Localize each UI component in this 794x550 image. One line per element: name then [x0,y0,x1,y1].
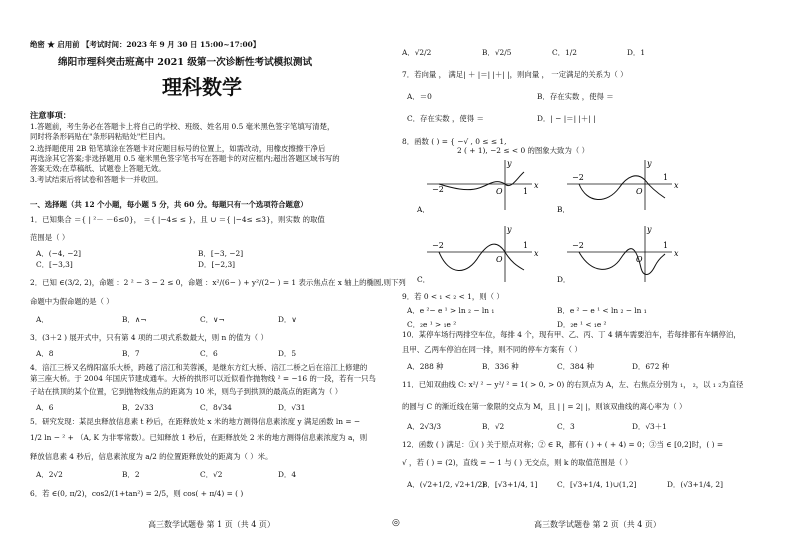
q5-option-d: D．4 [278,470,297,479]
q6-option-d: D．1 [627,48,646,57]
q5-option-c: C．√2 [200,470,223,479]
question-6: 6．若 ∈(0, π/2)，cos2/(1+tan²) = 2/5，则 cos( + π/4) = ( ) [30,489,244,498]
q10-option-c: C．384 种 [557,362,594,371]
q9-option-d: D．₂e ¹ < ₁e ² [557,320,607,329]
q4-option-c: C．8√34 [200,403,232,412]
question-1: 1．已知集合 ＝{ | ²－ －6≤0}， ＝{ |−4≤ ≤ }，且 ∪ ＝{ |−4≤ ≤3}，则实数 的取值 [30,215,325,224]
q10-option-b: B．336 种 [482,362,519,371]
question-3: 3．(3＋2 ) 展开式中，只有第 4 项的二项式系数最大，则 n 的值为（ ） [30,333,268,342]
section-heading: 一、选择题（共 12 个小题，每小题 5 分，共 60 分。每题只有一个选项符合题意） [30,200,308,209]
q12-option-b: B．[√3+1/4, 1] [482,480,538,489]
x-label: x [674,181,679,190]
q4-option-a: A．6 [36,403,54,412]
q3-option-a: A．8 [36,349,54,358]
q6-option-b: B．√2/5 [482,48,512,57]
q11-option-c: C．3 [557,422,575,431]
curve [439,172,524,190]
note-line: 同时将条形码贴在"条形码粘贴处"栏目内。 [30,132,170,141]
question-10-cont: 且甲、乙两车停泊在同一排，则不同的停车方案有（ ） [402,345,582,354]
q7-option-a: A．＝0 [407,92,432,101]
note-line: 1.答题前，考生务必在答题卡上将自己的学校、班级、姓名用 0.5 毫米黑色签字笔填写清楚， [30,122,335,131]
y-label: y [647,159,652,168]
x-label: x [534,181,539,190]
tick-label: −2 [432,241,444,250]
graph-a-label: A． [417,205,430,214]
q2-option-c: C．∨¬ [200,315,225,324]
question-9: 9．若 0 < ₁ < ₂ < 1，则（ ） [402,292,504,301]
graph-c-label: C． [417,275,431,284]
q11-option-a: A．2√3/3 [407,422,442,431]
q7-option-d: D．| − |＝| |＋| | [537,114,596,123]
tick-label: 1 [523,241,529,250]
q12-option-a: A．(√2+1/2, √2+1/2) [407,480,486,489]
q1-option-b: B．[−3, −2] [198,249,244,258]
q12-option-d: D．(√3+1/4, 2] [667,480,723,489]
question-5: 5．研究发现：某昆虫释放信息素 t 秒后，在距释放处 x 米的地方测得信息素浓度 y 满足函数 ln = − [30,417,361,426]
question-4: 4．涪江三桥又名绵阳富乐大桥，跨越了涪江和芙蓉溪，是继东方红大桥、涪江二桥之后在涪江上修建的 [30,363,368,372]
question-12: 12．函数 ( ) 满足：①( ) 关于原点对称；② ∈ R，都有 ( ) + ( + 4) = 0；③当 ∈ [0,2]时，( ) = [402,440,724,449]
graph-b-label: B． [557,205,570,214]
q5-option-a: A．2√2 [36,470,63,479]
q1-option-a: A．(−4, −2] [36,249,81,258]
q6-option-c: C．1/2 [552,48,577,57]
right-page [397,0,794,550]
page-footer: 高三数学试题卷 第 2 页（共 4 页） [534,520,661,529]
q10-option-d: D．672 种 [632,362,670,371]
q8-graphs [397,158,794,298]
curve [439,244,524,270]
q12-option-c: C．[√3+1/4, 1)∪(1,2] [557,480,637,489]
note-line: 再选涂其它答案;非选择题用 0.5 毫米黑色签字笔书写在答题卡的对应框内;超出答题区域书写的 [30,154,340,163]
y-label: y [507,159,512,168]
q9-option-a: A．e ²− e ¹ > ln ₂ − ln ₁ [407,306,495,315]
q3-option-c: C．6 [200,349,218,358]
x-label: x [534,249,539,258]
q3-option-d: D．5 [278,349,297,358]
graph-a [427,159,539,210]
q11-option-d: D．√3＋1 [632,422,667,431]
binding-mark-icon: ◎ [392,518,400,528]
q9-option-b: B．e ² − e ¹ < ln ₂ − ln ₁ [557,306,647,315]
question-8: 8．函数 ( ) = { −√ , 0 ≤ ≤ 1, [402,137,507,146]
question-2: 2．已知 ∈(3/2, 2)，命题 ：2 ² − 3 − 2 ≤ 0，命题 ：x²/(6− ) + y²/(2− ) = 1 表示焦点在 x 轴上的椭圆,则下列 [30,278,406,287]
tick-label: 1 [663,173,669,182]
q9-option-c: C．₂e ¹ > ₁e ² [407,320,457,329]
q7-option-c: C．存在实数 ，使得 ＝ [407,114,484,123]
question-11-cont: 的圆与 C 的渐近线在第一象限的交点为 M，且 | | = 2| |，则该双曲线的离心率为（ ） [402,402,687,411]
exam-title: 绵阳市理科突击班高中 2021 级第一次诊断性考试模拟测试 [58,57,313,68]
q1-option-c: C．[−3,3] [36,260,73,269]
tick-label: −2 [572,173,584,182]
tick-label: −2 [572,241,584,250]
graph-d-label: D． [557,275,571,284]
curve [579,176,665,200]
origin-label: O [636,255,643,264]
question-1-cont: 范围是（ ） [30,233,70,242]
tick-label: −2 [432,185,444,194]
question-4-cont: 第三座大桥。于 2004 年国庆节建成通车。大桥的拱形可以近似看作抛物线 ² = −16 的一段，若有一只鸟 [30,374,376,383]
question-5-cont: 释放信息素 4 秒后，信息素浓度为 a/2 的位置距释放处的距离为（ ）米。 [30,452,273,461]
question-10: 10．某停车场行两排空车位，每排 4 个，现有甲、乙、丙、丁 4 辆车需要泊车，若每排都有车辆停泊， [402,330,741,339]
x-label: x [674,249,679,258]
q1-option-d: D．[−2,3] [198,260,236,269]
curve [579,249,665,275]
subject-title: 理科数学 [162,75,242,99]
graph-c [427,225,539,282]
note-line: 2.选择题使用 2B 铅笔填涂在答题卡对应题目标号的位置上，如需改动，用橡皮擦擦干净后 [30,144,326,153]
notes-title: 注意事项： [30,110,71,120]
q5-option-b: B．2 [122,470,140,479]
question-8-cont: 2 ( + 1), −2 ≤ < 0 的图象大致为（ ） [457,146,589,155]
q2-option-d: D．∨ [278,315,297,324]
question-2-cont: 命题中为假命题的是（ ） [30,297,114,306]
y-label: y [647,225,652,234]
q2-option-a: A． [36,315,49,324]
question-7: 7．若向量 ， 满足| ＋ |＝| |＋| |，则向量 ， 一定满足的关系为（ ） [402,70,628,79]
graph-d [567,225,679,282]
q10-option-a: A．288 种 [407,362,444,371]
q3-option-b: B．7 [122,349,140,358]
question-12-cont: √ ，若 ( ) = (2)，直线 = − 1 与 ( ) 无交点，则 k 的取值范围是（ ） [402,458,633,467]
q2-option-b: B．∧¬ [122,315,147,324]
note-line: 3.考试结束后将试卷和答题卡一并收回。 [30,175,163,184]
origin-label: O [496,187,503,196]
confidential-header: 绝密 ★ 启用前 【考试时间：2023 年 9 月 30 日 15:00~17:00】 [30,40,261,49]
q7-option-b: B．存在实数 ，使得 ＝ [537,92,614,101]
tick-label: 1 [523,187,529,196]
origin-label: O [496,255,503,264]
q4-option-d: D．√31 [278,403,306,412]
question-5-cont: 1/2 ln − ² + （A, K 为非零常数）。已知释放 1 秒后，在距释放处 2 米的地方测得信息素浓度为 a，则 [30,433,368,442]
y-label: y [507,225,512,234]
graph-b [567,159,679,210]
note-line: 答案无效;在草稿纸、试题卷上答题无效。 [30,164,166,173]
tick-label: 1 [663,241,669,250]
q4-option-b: B．2√33 [122,403,154,412]
page-footer: 高三数学试题卷 第 1 页（共 4 页） [148,520,275,529]
question-11: 11．已知双曲线 C: x²/ ² − y²/ ² = 1( > 0, > 0) 的右顶点为 A，左、右焦点分别为 ₁， ₂，以 ₁ ₂为直径 [402,380,744,389]
origin-label: O [636,187,643,196]
q6-option-a: A．√2/2 [402,48,432,57]
q11-option-b: B．√2 [482,422,505,431]
question-4-cont: 子站在拱顶的某个位置，它到抛物线焦点的距离为 10 米，则鸟子到拱顶的最高点的距离为（ ） [30,387,343,396]
